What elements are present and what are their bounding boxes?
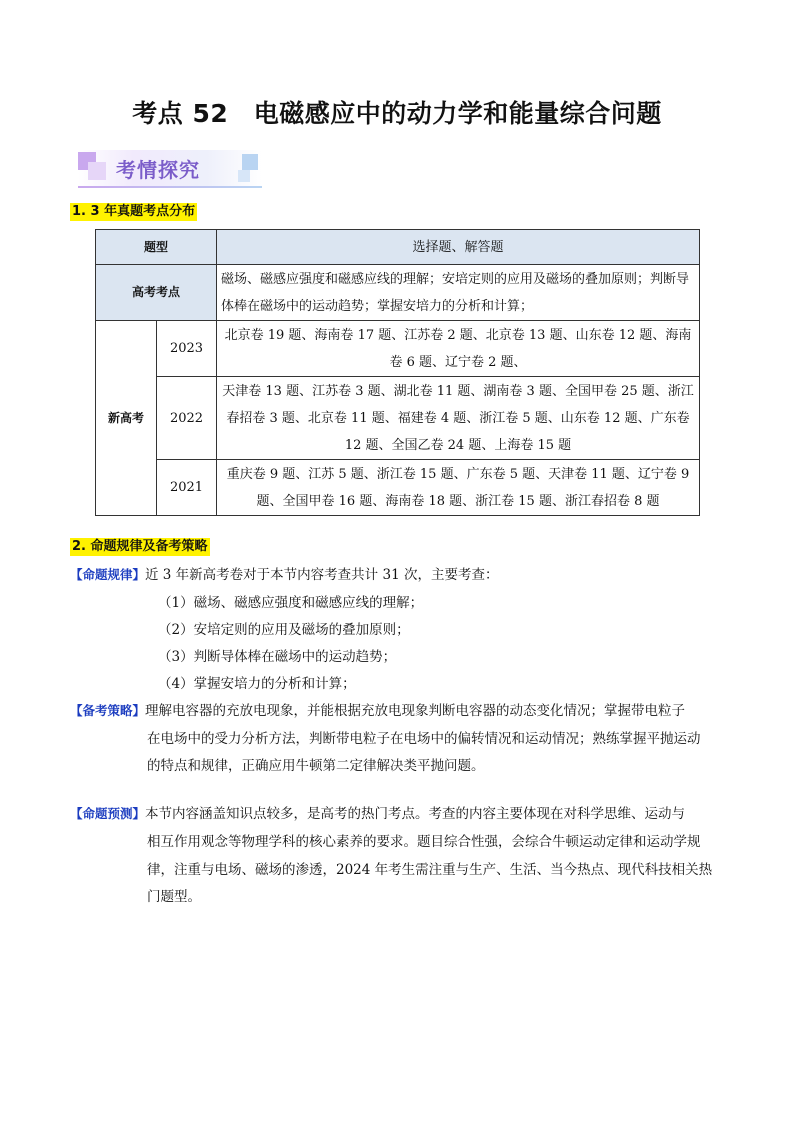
prediction-line [70,800,685,828]
section-heading-strategy: 2. 命题规律及备考策略 [72,539,208,554]
prediction-tag: 【命题预测】 [70,806,146,821]
section-heading-distribution: 1. 3 年真题考点分布 [72,204,196,219]
banner-text: 考情探究 [116,158,200,182]
strategy-text: 理解电容器的充放电现象，并能根据充放电现象判断电容器的动态变化情况；掌握带电粒子 [145,703,686,719]
list-item: （3）判断导体棒在磁场中的运动趋势； [158,649,397,665]
strategy-line [70,697,685,725]
rules-intro: 近 3 年新高考卷对于本节内容考查共计 31 次，主要考查： [145,567,499,583]
banner-decoration [242,154,258,170]
table-year-cell: 2021 [157,460,217,516]
strategy-line: 在电场中的受力分析方法，判断带电粒子在电场中的偏转情况和运动情况；熟练掌握平抛运动 [147,731,701,747]
table-cell: 重庆卷 9 题、江苏 5 题、浙江卷 15 题、广东卷 5 题、天津卷 11 题、辽宁卷 9 题、全国甲卷 16 题、海南卷 18 题、浙江卷 15 题、浙江春招卷 8 题 [217,460,700,516]
prediction-line: 律，注重与电场、磁场的渗透，2024 年考生需注重与生产、生活、当今热点、现代科技相关热 [147,862,713,878]
banner-decoration [88,162,106,180]
table-header-cell: 高考考点 [96,265,217,321]
table-row [96,460,700,516]
rules-tag: 【命题规律】 [70,567,146,582]
table-row [96,321,700,377]
table-row [96,377,700,460]
table-header-cell: 题型 [96,230,217,265]
banner-decoration [238,170,250,182]
table-header-cell: 选择题、解答题 [217,230,700,265]
list-item: （1）磁场、磁感应强度和磁感应线的理解； [158,595,424,611]
table-group-cell: 新高考 [96,321,157,516]
prediction-text: 本节内容涵盖知识点较多，是高考的热门考点。考查的内容主要体现在对科学思维、运动与 [145,806,686,822]
strategy-tag: 【备考策略】 [70,703,146,718]
table-cell: 磁场、磁感应强度和磁感应线的理解；安培定则的应用及磁场的叠加原则；判断导体棒在磁场中的运动趋势；掌握安培力的分析和计算； [217,265,700,321]
table-year-cell: 2023 [157,321,217,377]
table-row [96,230,700,265]
table-cell: 北京卷 19 题、海南卷 17 题、江苏卷 2 题、北京卷 13 题、山东卷 12 题、海南卷 6 题、辽宁卷 2 题、 [217,321,700,377]
table-row [96,265,700,321]
exam-distribution-table [95,229,700,516]
section-banner [78,150,262,188]
strategy-line: 的特点和规律，正确应用牛顿第二定律解决类平抛问题。 [147,758,485,774]
list-item: （2）安培定则的应用及磁场的叠加原则； [158,622,410,638]
list-item: （4）掌握安培力的分析和计算； [158,676,356,692]
rules-paragraph [70,561,498,589]
prediction-line: 相互作用观念等物理学科的核心素养的要求。题目综合性强，会综合牛顿运动定律和运动学规 [147,834,701,850]
table-cell: 天津卷 13 题、江苏卷 3 题、湖北卷 11 题、湖南卷 3 题、全国甲卷 25 题、浙江春招卷 3 题、北京卷 11 题、福建卷 4 题、浙江卷 5 题、山东卷 12 题、广东卷 12 题、全国乙卷 24 题、上海卷 15 题 [217,377,700,460]
banner-underline [78,186,262,188]
prediction-line: 门题型。 [147,889,201,905]
table-year-cell: 2022 [157,377,217,460]
page-title: 考点 52 电磁感应中的动力学和能量综合问题 [132,99,662,128]
